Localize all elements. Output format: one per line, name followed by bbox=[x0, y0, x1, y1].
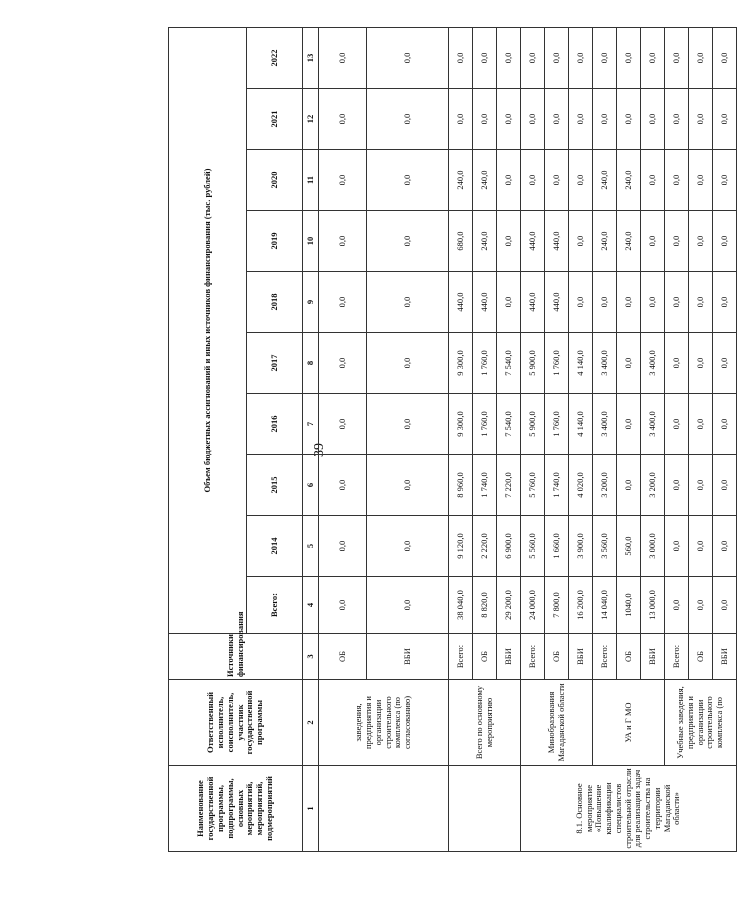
year-value-cell: 0,0 bbox=[367, 150, 449, 211]
year-value-cell: 0,0 bbox=[521, 27, 545, 88]
year-value-cell: 0,0 bbox=[319, 27, 367, 88]
executor-cell: УА и Г МО bbox=[593, 680, 665, 766]
year-value-cell: 0,0 bbox=[545, 27, 569, 88]
year-value-cell: 0,0 bbox=[641, 27, 665, 88]
year-value-cell: 1 760,0 bbox=[473, 394, 497, 455]
year-value-cell: 0,0 bbox=[713, 272, 737, 333]
column-index: 10 bbox=[303, 211, 319, 272]
source-cell: ВБИ bbox=[497, 634, 521, 680]
year-value-cell: 240,0 bbox=[617, 150, 641, 211]
year-value-cell: 7 220,0 bbox=[497, 455, 521, 516]
year-value-cell: 0,0 bbox=[617, 394, 641, 455]
source-cell: ВБИ bbox=[641, 634, 665, 680]
year-value-cell: 0,0 bbox=[545, 89, 569, 150]
year-value-cell: 440,0 bbox=[473, 272, 497, 333]
column-index: 5 bbox=[303, 516, 319, 577]
page-number: 39 bbox=[312, 443, 327, 457]
year-value-cell: 0,0 bbox=[665, 455, 689, 516]
source-cell: ОБ bbox=[617, 634, 641, 680]
year-value-cell: 0,0 bbox=[641, 211, 665, 272]
total-value-cell: 16 200,0 bbox=[569, 577, 593, 634]
executor-cell: заведения, предприятия и организации строительного комплекса (по согласованию) bbox=[319, 680, 449, 766]
year-value-cell: 240,0 bbox=[617, 211, 641, 272]
year-value-cell: 0,0 bbox=[449, 27, 473, 88]
year-value-cell: 4 140,0 bbox=[569, 333, 593, 394]
total-value-cell: 0,0 bbox=[689, 577, 713, 634]
year-value-cell: 7 540,0 bbox=[497, 394, 521, 455]
year-value-cell: 2 220,0 bbox=[473, 516, 497, 577]
year-value-cell: 7 540,0 bbox=[497, 333, 521, 394]
year-value-cell: 8 960,0 bbox=[449, 455, 473, 516]
year-value-cell: 6 900,0 bbox=[497, 516, 521, 577]
year-value-cell: 3 000,0 bbox=[641, 516, 665, 577]
year-value-cell: 0,0 bbox=[665, 394, 689, 455]
year-value-cell: 560,0 bbox=[617, 516, 641, 577]
year-value-cell: 0,0 bbox=[689, 89, 713, 150]
year-value-cell: 0,0 bbox=[689, 516, 713, 577]
executor-cell: Минобразования Магаданской области bbox=[521, 680, 593, 766]
year-value-cell: 3 400,0 bbox=[593, 394, 617, 455]
year-value-cell: 0,0 bbox=[665, 211, 689, 272]
total-value-cell: 24 000,0 bbox=[521, 577, 545, 634]
year-value-cell: 440,0 bbox=[521, 272, 545, 333]
year-value-cell: 5 560,0 bbox=[521, 516, 545, 577]
header-year: 2014 bbox=[247, 516, 303, 577]
column-index: 3 bbox=[303, 634, 319, 680]
program-name-cell bbox=[449, 766, 521, 852]
total-value-cell: 0,0 bbox=[319, 577, 367, 634]
year-value-cell: 5 900,0 bbox=[521, 333, 545, 394]
year-value-cell: 0,0 bbox=[319, 333, 367, 394]
year-value-cell: 0,0 bbox=[713, 455, 737, 516]
year-value-cell: 9 300,0 bbox=[449, 333, 473, 394]
year-value-cell: 9 120,0 bbox=[449, 516, 473, 577]
year-value-cell: 0,0 bbox=[593, 27, 617, 88]
year-value-cell: 0,0 bbox=[367, 516, 449, 577]
year-value-cell: 0,0 bbox=[569, 150, 593, 211]
year-value-cell: 0,0 bbox=[617, 27, 641, 88]
year-value-cell: 0,0 bbox=[665, 89, 689, 150]
year-value-cell: 0,0 bbox=[367, 455, 449, 516]
year-value-cell: 240,0 bbox=[473, 211, 497, 272]
year-value-cell: 440,0 bbox=[545, 272, 569, 333]
year-value-cell: 0,0 bbox=[367, 333, 449, 394]
header-year: 2022 bbox=[247, 27, 303, 88]
header-year: 2021 bbox=[247, 89, 303, 150]
total-value-cell: 0,0 bbox=[367, 577, 449, 634]
year-value-cell: 0,0 bbox=[367, 27, 449, 88]
year-value-cell: 0,0 bbox=[367, 89, 449, 150]
year-value-cell: 3 560,0 bbox=[593, 516, 617, 577]
total-value-cell: 7 800,0 bbox=[545, 577, 569, 634]
year-value-cell: 0,0 bbox=[569, 89, 593, 150]
year-value-cell: 440,0 bbox=[449, 272, 473, 333]
source-cell: Всего: bbox=[665, 634, 689, 680]
year-value-cell: 0,0 bbox=[689, 150, 713, 211]
year-value-cell: 0,0 bbox=[713, 516, 737, 577]
rotated-table-container bbox=[168, 27, 729, 852]
header-year: 2015 bbox=[247, 455, 303, 516]
source-cell: Всего: bbox=[521, 634, 545, 680]
total-value-cell: 38 040,0 bbox=[449, 577, 473, 634]
year-value-cell: 0,0 bbox=[319, 89, 367, 150]
year-value-cell: 240,0 bbox=[593, 150, 617, 211]
table-row bbox=[665, 27, 689, 851]
year-value-cell: 0,0 bbox=[689, 333, 713, 394]
year-value-cell: 1 740,0 bbox=[545, 455, 569, 516]
year-value-cell: 1 740,0 bbox=[473, 455, 497, 516]
year-value-cell: 0,0 bbox=[593, 272, 617, 333]
year-value-cell: 3 400,0 bbox=[641, 333, 665, 394]
year-value-cell: 0,0 bbox=[617, 272, 641, 333]
year-value-cell: 4 140,0 bbox=[569, 394, 593, 455]
header-funding-group: Объем бюджетных ассигнований и иных источников финансирования (тыс. рублей) bbox=[169, 27, 247, 633]
source-cell: ВБИ bbox=[367, 634, 449, 680]
source-cell: ВБИ bbox=[569, 634, 593, 680]
year-value-cell: 0,0 bbox=[641, 89, 665, 150]
year-value-cell: 0,0 bbox=[521, 89, 545, 150]
year-value-cell: 0,0 bbox=[617, 333, 641, 394]
year-value-cell: 440,0 bbox=[545, 211, 569, 272]
year-value-cell: 0,0 bbox=[713, 333, 737, 394]
year-value-cell: 1 760,0 bbox=[545, 333, 569, 394]
table-row bbox=[593, 27, 617, 851]
column-index: 6 bbox=[303, 455, 319, 516]
year-value-cell: 0,0 bbox=[689, 27, 713, 88]
year-value-cell: 5 760,0 bbox=[521, 455, 545, 516]
year-value-cell: 0,0 bbox=[617, 89, 641, 150]
year-value-cell: 680,0 bbox=[449, 211, 473, 272]
year-value-cell: 0,0 bbox=[665, 516, 689, 577]
header-executor: Ответственный исполнитель, соисполнитель, участник государственной программы bbox=[169, 680, 303, 766]
header-source: Источники финансирования bbox=[169, 634, 303, 680]
column-index-row bbox=[303, 27, 319, 851]
header-year: 2017 bbox=[247, 333, 303, 394]
source-cell: ОБ bbox=[473, 634, 497, 680]
program-name-cell: 8.1. Основное мероприятие «Повышение квалификации специалистов строительной отрасли для реализации задач строительства на территории Магаданской области» bbox=[521, 766, 737, 852]
total-value-cell: 8 820,0 bbox=[473, 577, 497, 634]
year-value-cell: 0,0 bbox=[665, 150, 689, 211]
year-value-cell: 0,0 bbox=[713, 27, 737, 88]
table-row bbox=[521, 27, 545, 851]
year-value-cell: 0,0 bbox=[545, 150, 569, 211]
column-index: 2 bbox=[303, 680, 319, 766]
year-value-cell: 0,0 bbox=[689, 211, 713, 272]
year-value-cell: 0,0 bbox=[713, 150, 737, 211]
table-row bbox=[449, 27, 473, 851]
header-year: 2016 bbox=[247, 394, 303, 455]
total-value-cell: 14 040,0 bbox=[593, 577, 617, 634]
year-value-cell: 240,0 bbox=[449, 150, 473, 211]
year-value-cell: 4 020,0 bbox=[569, 455, 593, 516]
year-value-cell: 0,0 bbox=[641, 272, 665, 333]
year-value-cell: 0,0 bbox=[497, 27, 521, 88]
year-value-cell: 0,0 bbox=[319, 272, 367, 333]
year-value-cell: 3 200,0 bbox=[641, 455, 665, 516]
year-value-cell: 0,0 bbox=[367, 211, 449, 272]
year-value-cell: 0,0 bbox=[319, 516, 367, 577]
year-value-cell: 0,0 bbox=[665, 333, 689, 394]
header-year: 2020 bbox=[247, 150, 303, 211]
year-value-cell: 0,0 bbox=[713, 89, 737, 150]
source-cell: ОБ bbox=[689, 634, 713, 680]
year-value-cell: 0,0 bbox=[319, 394, 367, 455]
year-value-cell: 0,0 bbox=[665, 27, 689, 88]
total-value-cell: 1040,0 bbox=[617, 577, 641, 634]
year-value-cell: 240,0 bbox=[593, 211, 617, 272]
year-value-cell: 9 300,0 bbox=[449, 394, 473, 455]
year-value-cell: 0,0 bbox=[713, 394, 737, 455]
year-value-cell: 0,0 bbox=[569, 272, 593, 333]
year-value-cell: 0,0 bbox=[689, 272, 713, 333]
year-value-cell: 0,0 bbox=[473, 89, 497, 150]
year-value-cell: 0,0 bbox=[497, 211, 521, 272]
year-value-cell: 0,0 bbox=[473, 27, 497, 88]
column-index: 13 bbox=[303, 27, 319, 88]
year-value-cell: 3 400,0 bbox=[641, 394, 665, 455]
column-index: 7 bbox=[303, 394, 319, 455]
column-index: 1 bbox=[303, 766, 319, 852]
year-value-cell: 0,0 bbox=[497, 150, 521, 211]
total-value-cell: 29 200,0 bbox=[497, 577, 521, 634]
year-value-cell: 1 660,0 bbox=[545, 516, 569, 577]
year-value-cell: 0,0 bbox=[367, 394, 449, 455]
budget-table bbox=[168, 27, 737, 852]
year-value-cell: 0,0 bbox=[617, 455, 641, 516]
executor-cell: Всего по основному мероприятию bbox=[449, 680, 521, 766]
header-year: 2018 bbox=[247, 272, 303, 333]
year-value-cell: 440,0 bbox=[521, 211, 545, 272]
column-index: 11 bbox=[303, 150, 319, 211]
year-value-cell: 0,0 bbox=[449, 89, 473, 150]
column-index: 12 bbox=[303, 89, 319, 150]
source-cell: Всего: bbox=[449, 634, 473, 680]
year-value-cell: 0,0 bbox=[689, 455, 713, 516]
year-value-cell: 0,0 bbox=[367, 272, 449, 333]
header-total: Всего: bbox=[247, 577, 303, 634]
year-value-cell: 3 400,0 bbox=[593, 333, 617, 394]
year-value-cell: 0,0 bbox=[569, 27, 593, 88]
year-value-cell: 3 200,0 bbox=[593, 455, 617, 516]
source-cell: Всего: bbox=[593, 634, 617, 680]
column-index: 9 bbox=[303, 272, 319, 333]
executor-cell: Учебные заведения, предприятия и организации строительного комплекса (по bbox=[665, 680, 737, 766]
total-value-cell: 13 000,0 bbox=[641, 577, 665, 634]
header-year: 2019 bbox=[247, 211, 303, 272]
year-value-cell: 0,0 bbox=[713, 211, 737, 272]
year-value-cell: 0,0 bbox=[319, 455, 367, 516]
year-value-cell: 0,0 bbox=[641, 150, 665, 211]
source-cell: ОБ bbox=[319, 634, 367, 680]
year-value-cell: 1 760,0 bbox=[473, 333, 497, 394]
year-value-cell: 0,0 bbox=[319, 150, 367, 211]
total-value-cell: 0,0 bbox=[713, 577, 737, 634]
year-value-cell: 0,0 bbox=[569, 211, 593, 272]
year-value-cell: 0,0 bbox=[521, 150, 545, 211]
year-value-cell: 1 760,0 bbox=[545, 394, 569, 455]
year-value-cell: 0,0 bbox=[665, 272, 689, 333]
year-value-cell: 0,0 bbox=[497, 272, 521, 333]
header-name: Наименование государственной программы, подпрограммы, основных мероприятий, мероприятий, подмероприятий bbox=[169, 766, 303, 852]
total-value-cell: 0,0 bbox=[665, 577, 689, 634]
year-value-cell: 0,0 bbox=[497, 89, 521, 150]
column-index: 8 bbox=[303, 333, 319, 394]
year-value-cell: 0,0 bbox=[593, 89, 617, 150]
year-value-cell: 0,0 bbox=[319, 211, 367, 272]
source-cell: ОБ bbox=[545, 634, 569, 680]
source-cell: ВБИ bbox=[713, 634, 737, 680]
program-name-cell bbox=[319, 766, 449, 852]
year-value-cell: 5 900,0 bbox=[521, 394, 545, 455]
year-value-cell: 3 900,0 bbox=[569, 516, 593, 577]
year-value-cell: 0,0 bbox=[689, 394, 713, 455]
year-value-cell: 240,0 bbox=[473, 150, 497, 211]
column-index: 4 bbox=[303, 577, 319, 634]
table-row bbox=[319, 27, 367, 851]
